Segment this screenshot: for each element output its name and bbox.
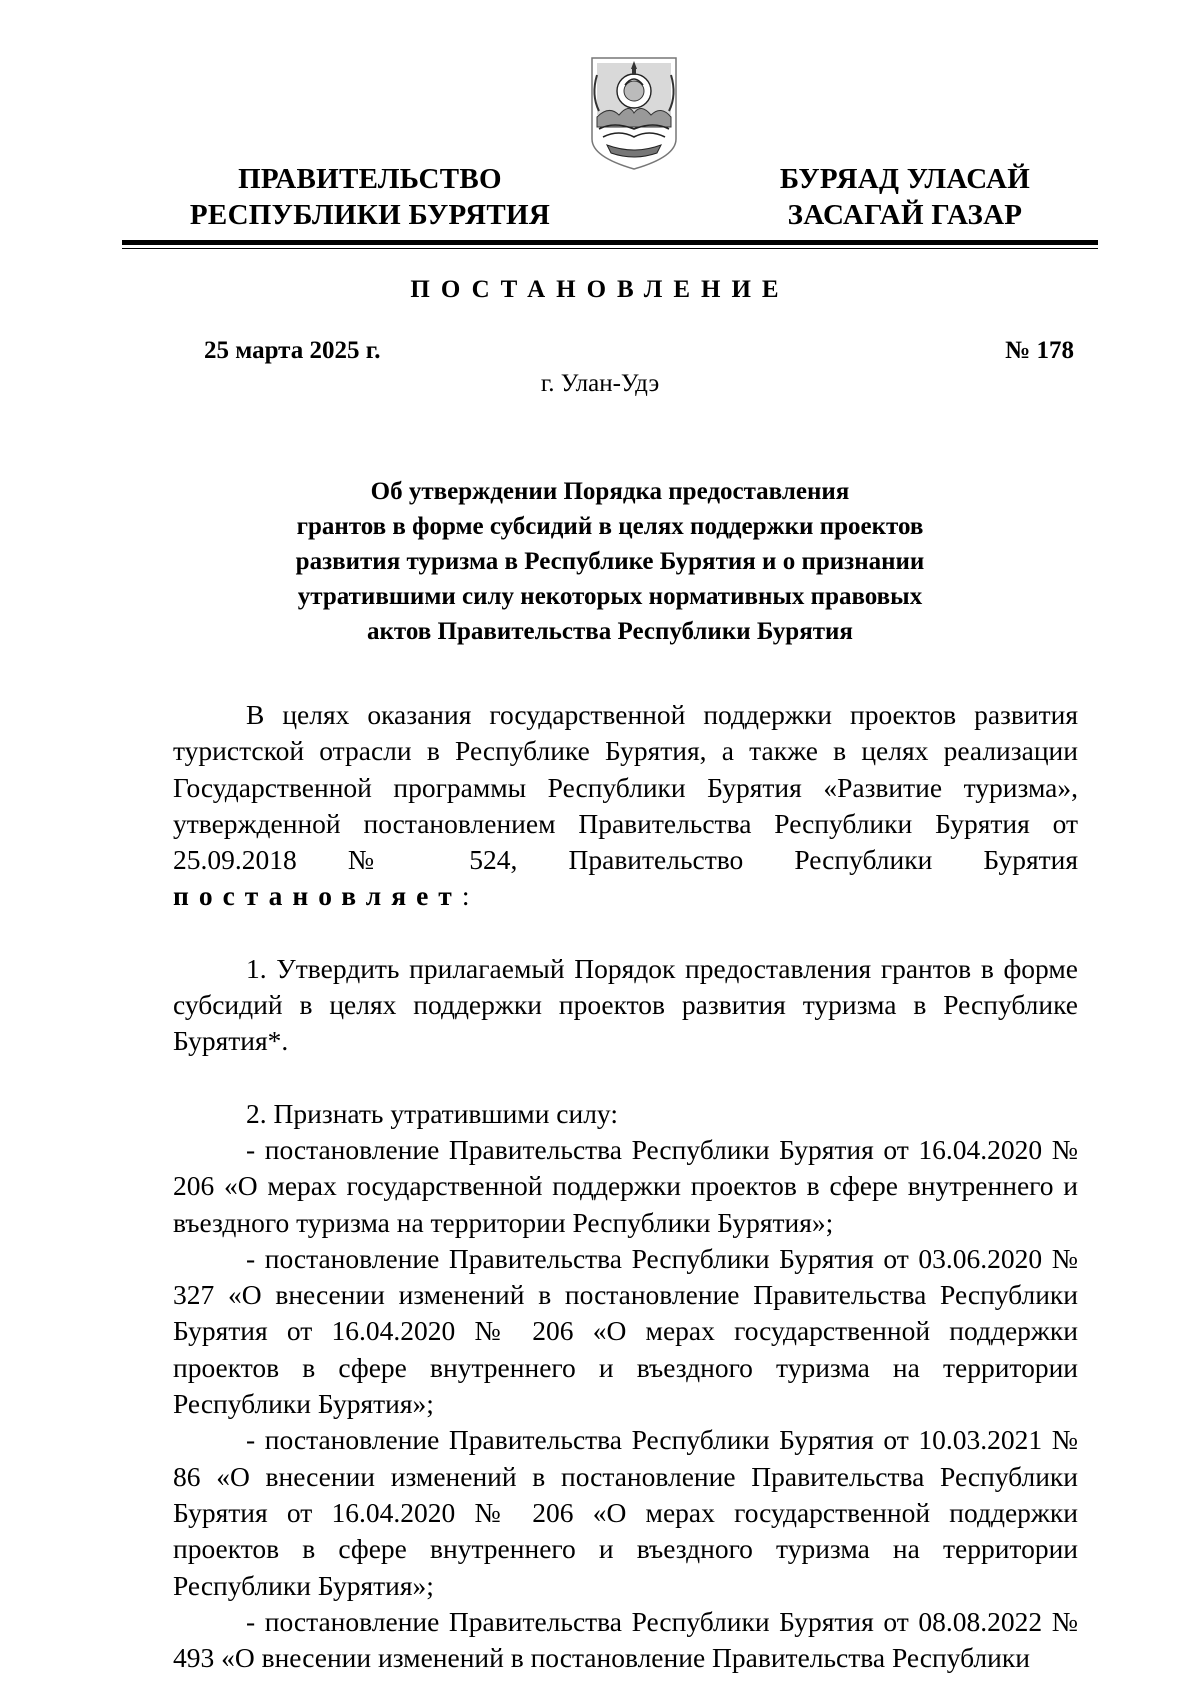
header-divider-thin: [122, 248, 1098, 249]
preamble-paragraph: [173, 697, 1078, 915]
coat-of-arms-icon: [589, 55, 679, 172]
issuer-name-line: ПРАВИТЕЛЬСТВО: [238, 163, 502, 195]
title-line: актов Правительства Республики Бурятия: [367, 618, 853, 645]
document-number: № 178: [1005, 337, 1074, 364]
repealed-act: - постановление Правительства Республики Бурятия от 03.06.2020 № 327 «О внесении изменений в постановление Правительства Республики Бурятия от 16.04.2020 № 206 «О мерах государственной поддержки проектов в сфере внутреннего и въездного туризма на территории Республики Бурятия»;: [173, 1242, 1078, 1420]
document-date: 25 марта 2025 г.: [204, 337, 381, 364]
issuer-name-russian: [160, 161, 580, 233]
document-title: [220, 474, 1000, 649]
issuer-name-line: ЗАСАГАЙ ГАЗАР: [787, 199, 1023, 231]
document-body: [173, 697, 1078, 1676]
title-line: Об утверждении Порядка предоставления: [370, 478, 850, 505]
item-1: 1. Утвердить прилагаемый Порядок предоставления грантов в форме субсидий в целях поддержки проектов развития туризма в Республике Бурятия*.: [173, 952, 1078, 1057]
decree-word: постановляет: [173, 880, 462, 912]
decree-colon: :: [461, 880, 470, 912]
issuer-name-line: РЕСПУБЛИКИ БУРЯТИЯ: [189, 199, 551, 231]
header-divider: [122, 240, 1098, 245]
item-2-intro: 2. Признать утратившими силу:: [246, 1097, 618, 1129]
preamble-text: В целях оказания государственной поддержки проектов развития туристской отрасли в Республике Бурятия, а также в целях реализации Государственной программы Республики Бурятия «Развитие туризма», утвержденной постановлением Правительства Республики Бурятия от 25.09.2018 № 524, Правительство Республики Бурятия: [173, 699, 1078, 876]
issuer-name-line: БУРЯАД УЛАСАЙ: [779, 163, 1031, 195]
repealed-act: - постановление Правительства Республики Бурятия от 16.04.2020 № 206 «О мерах государственной поддержки проектов в сфере внутреннего и въездного туризма на территории Республики Бурятия»;: [173, 1133, 1078, 1238]
repealed-act: - постановление Правительства Республики Бурятия от 10.03.2021 № 86 «О внесении изменений в постановление Правительства Республики Бурятия от 16.04.2020 № 206 «О мерах государственной поддержки проектов в сфере внутреннего и въездного туризма на территории Республики Бурятия»;: [173, 1424, 1078, 1601]
title-line: развития туризма в Республике Бурятия и о признании: [295, 548, 925, 575]
document-type: ПОСТАНОВЛЕНИЕ: [410, 276, 790, 303]
title-line: грантов в форме субсидий в целях поддержки проектов: [296, 513, 924, 540]
title-line: утратившими силу некоторых нормативных правовых: [297, 583, 923, 610]
repealed-act: - постановление Правительства Республики Бурятия от 08.08.2022 № 493 «О внесении изменений в постановление Правительства Республики: [173, 1605, 1078, 1674]
issuer-name-buryat: [740, 161, 1070, 233]
document-city: г. Улан-Удэ: [540, 370, 660, 397]
